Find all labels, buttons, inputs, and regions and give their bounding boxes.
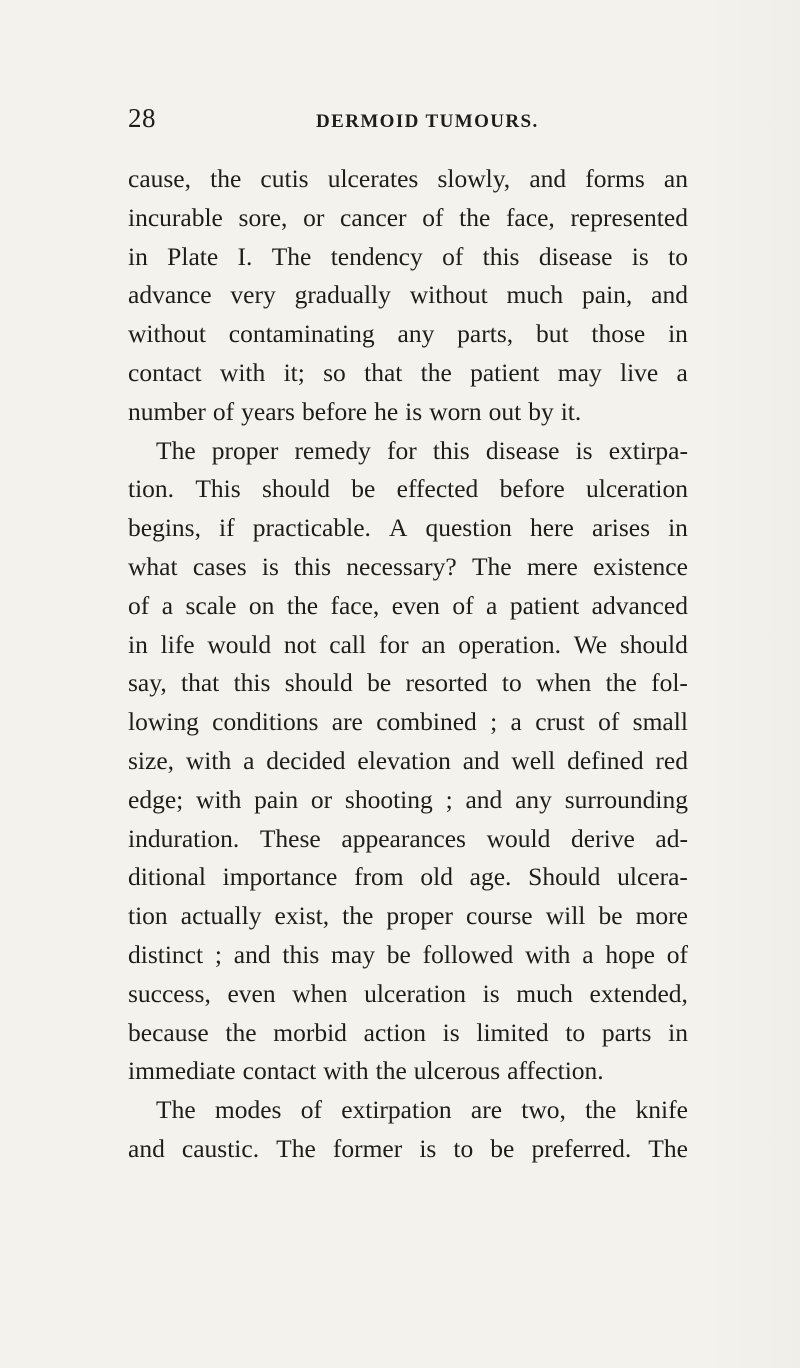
word: extended, — [589, 978, 688, 1008]
word: is — [442, 1017, 460, 1047]
running-head: DERMOID TUMOURS. — [316, 111, 539, 132]
word: the — [375, 1056, 407, 1086]
word: question — [425, 513, 512, 543]
word: without — [128, 319, 206, 349]
text-line — [128, 742, 688, 781]
word: modes — [214, 1095, 282, 1125]
word: a — [510, 707, 522, 737]
word: ; — [445, 784, 453, 814]
word: cancer — [340, 202, 407, 232]
word: is — [405, 396, 423, 426]
word: extirpa- — [608, 435, 688, 465]
word: mere — [526, 551, 578, 581]
word: contaminating — [228, 319, 375, 349]
word: so — [323, 357, 346, 387]
word: of — [452, 590, 474, 620]
word: this — [482, 241, 520, 271]
text-line — [128, 276, 688, 315]
word: is — [482, 978, 500, 1008]
word: a — [161, 590, 174, 620]
word: patient — [470, 357, 540, 387]
word: any — [397, 319, 435, 349]
word: the — [459, 202, 491, 232]
word: preferred. — [531, 1133, 632, 1163]
word: immediate — [128, 1056, 236, 1086]
text-line — [128, 432, 688, 471]
word: scale — [185, 590, 237, 620]
word: exist, — [274, 901, 330, 931]
word: be — [386, 939, 411, 969]
word: The — [271, 241, 312, 271]
page-fold-shadow — [700, 0, 800, 1368]
word: to — [453, 1133, 474, 1163]
word: an — [663, 164, 688, 193]
word: should — [261, 474, 330, 504]
word: with — [219, 357, 266, 387]
word: age. — [469, 862, 512, 892]
text-line — [128, 587, 688, 626]
word: life — [160, 629, 195, 659]
word: those — [591, 319, 646, 349]
word: induration. — [128, 823, 240, 853]
word: say, — [128, 668, 167, 698]
word: operation. — [458, 629, 561, 659]
word: of — [300, 1095, 322, 1125]
word: We — [573, 629, 608, 659]
text-line — [128, 470, 688, 509]
word: even — [391, 590, 440, 620]
text-line — [128, 626, 688, 665]
word: effected — [396, 474, 479, 504]
word: size, — [128, 745, 175, 775]
word: he — [374, 396, 399, 426]
paragraph — [128, 1091, 688, 1169]
word: is — [575, 435, 593, 465]
word: decided — [266, 745, 346, 775]
word: sore, — [238, 202, 288, 232]
word: contact — [128, 357, 202, 387]
word: and — [465, 784, 503, 814]
word: pain — [254, 784, 299, 814]
word: fol- — [651, 668, 688, 698]
word: hope — [605, 939, 655, 969]
word: ulcera- — [617, 862, 688, 892]
word: old — [420, 862, 453, 892]
word: should — [619, 629, 688, 659]
word: existence — [593, 551, 688, 581]
word: ulcerous — [413, 1056, 501, 1086]
word: lowing — [128, 707, 199, 737]
word: Should — [528, 862, 601, 892]
word: disease — [538, 241, 613, 271]
word: on — [248, 590, 275, 620]
word: The — [276, 1133, 316, 1163]
word: of — [666, 939, 688, 969]
word: course — [466, 901, 533, 931]
word: if — [219, 513, 235, 543]
word: with — [196, 784, 242, 814]
word: the — [286, 590, 319, 620]
word: of — [422, 202, 444, 232]
word: These — [259, 823, 321, 853]
word: live — [620, 357, 659, 387]
page-header — [128, 103, 688, 143]
word: worn — [429, 396, 482, 426]
word: patient — [509, 590, 580, 620]
word: This — [195, 474, 241, 504]
word: for — [387, 435, 417, 465]
word: this — [282, 939, 320, 969]
word: importance — [222, 862, 338, 892]
word: years — [241, 396, 295, 426]
word: with — [185, 745, 232, 775]
word: this — [233, 668, 271, 698]
paragraph — [128, 432, 688, 1092]
word: red — [655, 745, 688, 775]
text-line — [128, 897, 688, 936]
word: crust — [535, 707, 585, 737]
word: the — [585, 1095, 617, 1125]
word: in — [128, 629, 148, 659]
word: action — [363, 1017, 426, 1047]
word: that — [181, 668, 220, 698]
word: cause, — [128, 164, 192, 193]
word: ; — [214, 939, 222, 969]
word: even — [227, 978, 276, 1008]
word: shooting — [344, 784, 433, 814]
word: are — [470, 1095, 503, 1125]
word: without — [409, 280, 488, 310]
word: much — [506, 280, 564, 310]
word: surrounding — [564, 784, 688, 814]
word: a — [243, 745, 255, 775]
word: is — [631, 241, 649, 271]
word: to — [501, 668, 522, 698]
word: actually — [180, 901, 262, 931]
word: The — [156, 1095, 196, 1125]
word: derive — [571, 823, 635, 853]
word: this — [432, 435, 470, 465]
word: of — [442, 241, 464, 271]
word: in — [128, 241, 148, 271]
word: more — [635, 901, 688, 931]
word: a — [676, 357, 688, 387]
text-line — [128, 238, 688, 277]
word: the — [605, 668, 637, 698]
word: should — [284, 668, 353, 698]
word: of — [598, 707, 620, 737]
word: in — [668, 319, 688, 349]
word: will — [545, 901, 586, 931]
word: are — [331, 707, 363, 737]
word: advance — [128, 280, 212, 310]
word: pain, — [582, 280, 633, 310]
word: be — [598, 901, 623, 931]
word: ad- — [655, 823, 688, 853]
word: morbid — [273, 1017, 347, 1047]
word: tion — [128, 901, 168, 931]
text-line — [128, 160, 688, 199]
word: proper — [211, 435, 279, 465]
word: disease — [485, 435, 560, 465]
word: edge; — [128, 784, 184, 814]
word: in — [668, 513, 688, 543]
paragraph — [128, 160, 688, 432]
word: with — [525, 939, 571, 969]
word: any — [515, 784, 552, 814]
word: proper — [386, 901, 453, 931]
word: when — [292, 978, 348, 1008]
word: be — [351, 474, 376, 504]
text-line — [128, 703, 688, 742]
body-text — [128, 160, 688, 1169]
word: The — [648, 1133, 688, 1163]
word: tion. — [128, 474, 175, 504]
word: the — [225, 1017, 257, 1047]
word: Plate — [167, 241, 219, 271]
word: parts — [601, 1017, 652, 1047]
word: and — [651, 280, 688, 310]
word: number — [128, 396, 206, 426]
text-line — [128, 1091, 688, 1130]
text-line — [128, 393, 688, 432]
word: success, — [128, 978, 211, 1008]
word: would — [486, 823, 551, 853]
text-line — [128, 1130, 688, 1169]
text-line — [128, 664, 688, 703]
word: the — [210, 164, 242, 193]
word: with — [323, 1056, 369, 1086]
text-line — [128, 548, 688, 587]
word: ; — [490, 707, 498, 737]
page-number: 28 — [128, 103, 156, 133]
word: would — [207, 629, 272, 659]
word: cases — [192, 551, 247, 581]
word: not — [283, 629, 317, 659]
text-line — [128, 975, 688, 1014]
text-line — [128, 509, 688, 548]
word: from — [354, 862, 404, 892]
text-line — [128, 315, 688, 354]
word: resorted — [405, 668, 488, 698]
word: followed — [422, 939, 514, 969]
word: two, — [521, 1095, 566, 1125]
word: to — [565, 1017, 586, 1047]
word: and — [529, 164, 567, 193]
word: former — [332, 1133, 403, 1163]
word: be — [490, 1133, 515, 1163]
word: necessary? — [346, 551, 457, 581]
word: incurable — [128, 202, 223, 232]
word: what — [128, 551, 178, 581]
word: an — [421, 629, 446, 659]
word: very — [230, 280, 276, 310]
word: arises — [591, 513, 651, 543]
word: conditions — [212, 707, 319, 737]
word: and — [233, 939, 271, 969]
word: knife — [635, 1095, 688, 1125]
word: or — [310, 784, 333, 814]
word: combined — [376, 707, 477, 737]
word: in — [668, 1017, 688, 1047]
word: extirpation — [341, 1095, 452, 1125]
word: is — [419, 1133, 437, 1163]
word: this — [294, 551, 331, 581]
word: a — [582, 939, 594, 969]
word: be — [367, 668, 392, 698]
word: I. — [237, 241, 253, 271]
word: or — [303, 202, 325, 232]
word: to — [668, 241, 688, 271]
word: distinct — [128, 939, 204, 969]
word: may — [557, 357, 602, 387]
word: practicable. — [252, 513, 371, 543]
text-line — [128, 354, 688, 393]
word: the — [420, 357, 452, 387]
word: of — [128, 590, 150, 620]
word: begins, — [128, 513, 201, 543]
word: well — [511, 745, 556, 775]
word: before — [301, 396, 368, 426]
word: parts, — [457, 319, 514, 349]
word: appearances — [341, 823, 466, 853]
word: face, — [330, 590, 380, 620]
word: face, — [505, 202, 555, 232]
word: it. — [560, 396, 582, 426]
word: The — [156, 435, 196, 465]
word: call — [329, 629, 367, 659]
word: forms — [585, 164, 645, 193]
text-line — [128, 1014, 688, 1053]
word: small — [632, 707, 688, 737]
word: here — [529, 513, 574, 543]
text-line — [128, 1052, 688, 1091]
word: remedy — [294, 435, 371, 465]
word: out — [488, 396, 522, 426]
word: may — [331, 939, 375, 969]
word: slowly, — [437, 164, 511, 193]
word: and — [128, 1133, 165, 1163]
word: before — [499, 474, 565, 504]
word: A — [388, 513, 408, 543]
word: by — [528, 396, 554, 426]
word: contact — [242, 1056, 317, 1086]
word: elevation — [357, 745, 451, 775]
word: the — [342, 901, 374, 931]
word: caustic. — [181, 1133, 260, 1163]
word: and — [462, 745, 500, 775]
word: defined — [567, 745, 644, 775]
word: cutis — [260, 164, 309, 193]
word: The — [471, 551, 512, 581]
word: of — [212, 396, 235, 426]
text-line — [128, 820, 688, 859]
word: ulcerates — [327, 164, 419, 193]
word: tendency — [330, 241, 423, 271]
text-line — [128, 858, 688, 897]
word: affection. — [507, 1056, 604, 1086]
word: but — [535, 319, 569, 349]
word: much — [516, 978, 573, 1008]
word: gradually — [294, 280, 391, 310]
word: a — [486, 590, 498, 620]
word: for — [378, 629, 409, 659]
word: it; — [283, 357, 305, 387]
word: that — [364, 357, 403, 387]
word: because — [128, 1017, 209, 1047]
word: ditional — [128, 862, 206, 892]
word: advanced — [591, 590, 688, 620]
word: limited — [476, 1017, 549, 1047]
text-line — [128, 936, 688, 975]
word: represented — [570, 202, 688, 232]
word: ulceration — [364, 978, 467, 1008]
word: is — [261, 551, 279, 581]
text-line — [128, 199, 688, 238]
word: ulceration — [586, 474, 688, 504]
text-line — [128, 781, 688, 820]
word: when — [536, 668, 592, 698]
